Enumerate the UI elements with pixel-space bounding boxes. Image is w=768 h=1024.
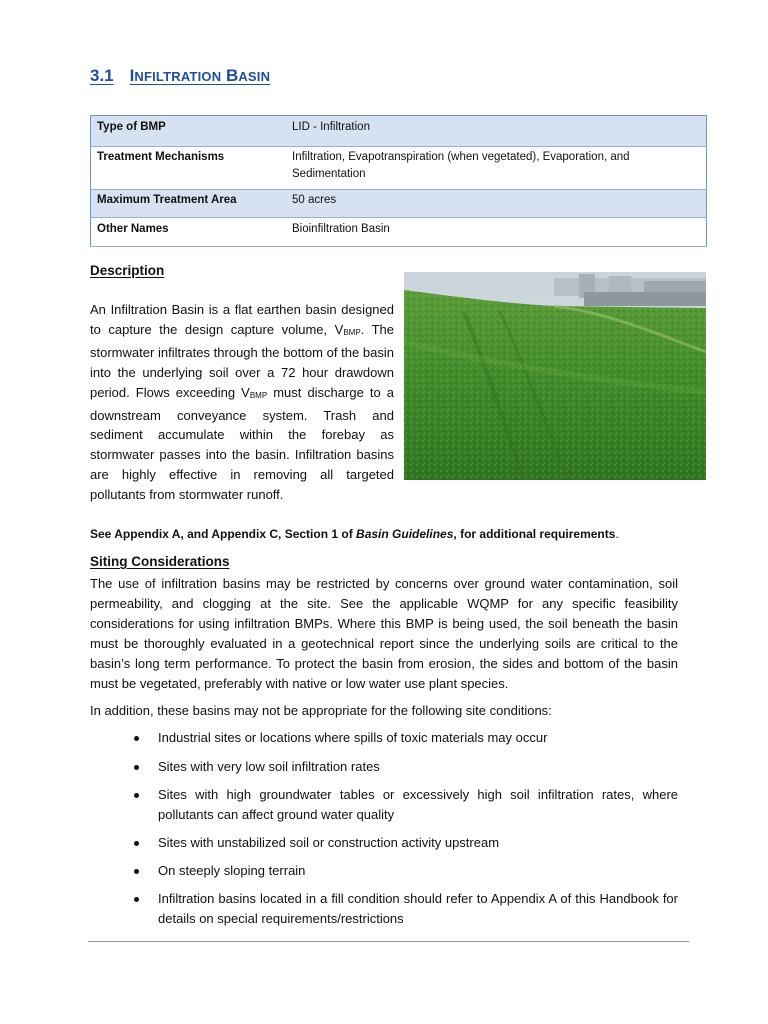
description-paragraph [90, 300, 394, 505]
appendix-note-period: . [615, 527, 619, 541]
basin-photo-illustration [404, 272, 706, 480]
appendix-note-prefix: See Appendix A, and Appendix C, Section 1 of [90, 527, 357, 541]
appendix-note-suffix: , for additional requirements [453, 527, 616, 541]
basin-guidelines-reference: Basin Guidelines [356, 527, 454, 541]
section-heading [90, 66, 270, 86]
description-heading: Description [90, 263, 165, 278]
table-label: Other Names [91, 218, 287, 247]
list-item [90, 833, 678, 861]
table-row [91, 147, 707, 190]
appendix-note [90, 527, 710, 541]
siting-paragraph: The use of infiltration basins may be restricted by concerns over ground water contamination, soil permeability, and clogging at the site. See the applicable WQMP for any specific feasibility considerations for using infiltration BMPs. Where this BMP is being used, the soil beneath the basin must be thoroughly evaluated in a geotechnical report since the underlying soils are critical to the basin’s long term performance. To protect the basin from erosion, the sides and bottom of the basin must be vegetated, preferably with native or low water use plant species. [90, 576, 678, 691]
description-text-3: must discharge to a downstream conveyance system. Trash and sediment accumulate within the forebay as stormwater passes into the basin. Infiltration basins are highly effective in removing all targeted pollutants from stormwater runoff. [90, 384, 394, 503]
table-row [91, 190, 707, 218]
list-item-text: Infiltration basins located in a fill condition should refer to Appendix A of this Handbook for details on special requirements/restrictions [158, 891, 678, 926]
section-title-cap-2: B [226, 66, 239, 85]
description-text-2: . The stormwater infiltrates through the bottom of the basin into the underlying soil over a 72 hour drawdown period. Flows exceeding V [90, 321, 394, 400]
bullet-icon [134, 841, 139, 846]
list-item [90, 861, 678, 889]
section-title-cap-1: I [129, 66, 135, 85]
list-item-text: On steeply sloping terrain [158, 863, 306, 878]
site-conditions-intro: In addition, these basins may not be appropriate for the following site conditions: [90, 703, 552, 718]
bullet-icon [134, 869, 139, 874]
bullet-icon [134, 897, 139, 902]
vbmp-subscript: BMP [343, 327, 361, 337]
section-number: 3.1 [90, 66, 114, 85]
bullet-icon [134, 736, 139, 741]
section-title-rest-1: NFILTRATION [134, 69, 222, 84]
table-label: Treatment Mechanisms [91, 147, 287, 190]
list-item-text: Sites with very low soil infiltration rates [158, 759, 380, 774]
list-item [90, 889, 678, 929]
table-row [91, 218, 707, 247]
list-item-text: Industrial sites or locations where spills of toxic materials may occur [158, 730, 548, 745]
bmp-summary-table [90, 115, 707, 247]
table-label: Maximum Treatment Area [91, 190, 287, 218]
vbmp-subscript: BMP [249, 390, 268, 400]
site-conditions-list [90, 728, 678, 929]
table-value: Infiltration, Evapotranspiration (when vegetated), Evaporation, and Sedimentation [286, 147, 707, 190]
footer-divider [88, 941, 689, 942]
siting-heading: Siting Considerations [90, 554, 230, 569]
table-value: 50 acres [286, 190, 707, 218]
list-item-text: Sites with unstabilized soil or construction activity upstream [158, 835, 500, 850]
section-title-rest-2: ASIN [238, 69, 271, 84]
infiltration-basin-photo [404, 272, 706, 480]
table-value: LID - Infiltration [286, 116, 707, 147]
table-row [91, 116, 707, 147]
list-item [90, 728, 678, 757]
list-item-text: Sites with high groundwater tables or excessively high soil infiltration rates, where pollutants can affect ground water quality [158, 787, 678, 822]
table-value: Bioinfiltration Basin [286, 218, 707, 247]
bullet-icon [134, 793, 139, 798]
table-label: Type of BMP [91, 116, 287, 147]
bullet-icon [134, 765, 139, 770]
list-item [90, 757, 678, 785]
list-item [90, 785, 678, 833]
description-text-1: An Infiltration Basin is a flat earthen basin designed to capture the design capture volume, V [90, 302, 394, 337]
